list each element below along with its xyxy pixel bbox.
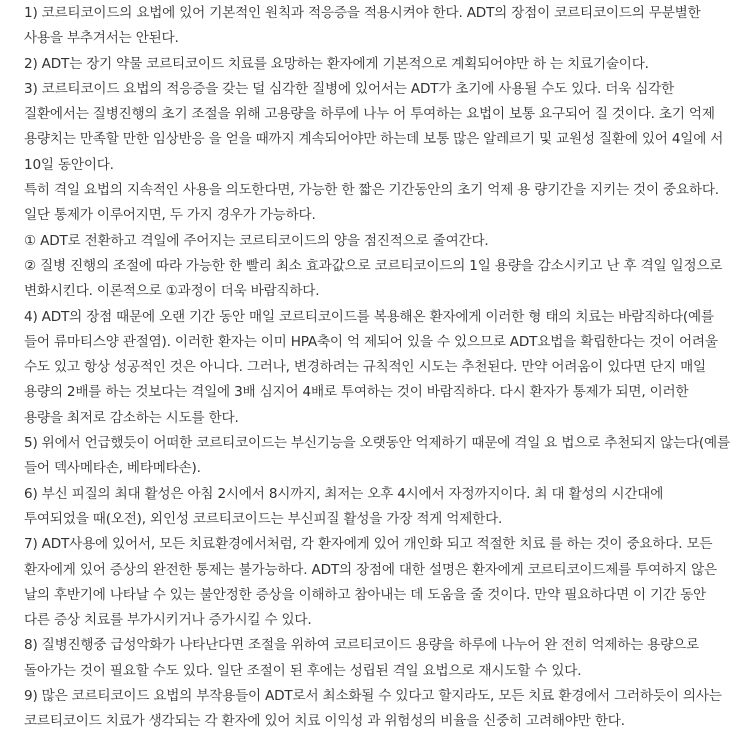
- paragraph-5: 5) 위에서 언급했듯이 어떠한 코르티코이드는 부신기능을 오랫동안 억제하기 때문에 격일 요 법으로 추천되지 않는다(예를 들어 덱사메타손, 베타메타손).: [24, 435, 730, 477]
- paragraph-6: 6) 부신 피질의 최대 활성은 아침 2시에서 8시까지, 최저는 오후 4시에서 자정까지이다. 최 대 활성의 시간대에 투여되었을 때(오전), 외인성 코르티코이드는 부신피질 활성을 가장 적게 억제한다.: [24, 485, 664, 527]
- paragraph-9: 9) 많은 코르티코이드 요법의 부작용들이 ADT로서 최소화될 수 있다고 할지라도, 모든 치료 환경에서 그러하듯이 의사는 코르티코이드 치료가 생각되는 각 환자에 있어 치료 이익성 과 위험성의 비율을 신중히 고려해야만 한다.: [24, 688, 722, 730]
- paragraph-4: 4) ADT의 장점 때문에 오랜 기간 동안 매일 코르티코이드를 복용해온 환자에게 이러한 형 태의 치료는 바람직하다(예를 들어 류마티스양 관절염). 이러한 환자는 이미 HPA축이 억 제되어 있을 수 있으므로 ADT요법을 확립한다는 것이 어려울 수도 있고 항상 성공적인 것은 아니다. 그러나, 변경하려는 규칙적인 시도는 추천된다. 만약 어려움이 있다면 단지 매일 용량의 2배를 하는 것보다는 격일에 3배 심지어 4배로 투여하는 것이 바람직하다. 다시 환자가 통제가 되면, 이러한 용량을 최저로 감소하는 시도를 한다.: [24, 308, 718, 426]
- paragraph-1: 1) 코르티코이드의 요법에 있어 기본적인 원칙과 적응증을 적용시켜야 한다. ADT의 장점이 코르티코이드의 무분별한 사용을 부추겨서는 안된다.: [24, 5, 701, 47]
- paragraph-3-continued: 특히 격일 요법의 지속적인 사용을 의도한다면, 가능한 한 짧은 기간동안의 초기 억제 용 량기간을 지키는 것이 중요하다. 일단 통제가 이루어지면, 두 가지 경우가 가능하다.: [24, 182, 719, 224]
- paragraph-option-2: ② 질병 진행의 조절에 따라 가능한 한 빨리 최소 효과값으로 코르티코이드의 1일 용량을 감소시키고 난 후 격일 일정으로 변화시킨다. 이론적으로 ①과정이 더욱 바람직하다.: [24, 257, 723, 300]
- paragraph-8: 8) 질병진행중 급성악화가 나타난다면 조절을 위하여 코르티코이드 용량을 하루에 나누어 완 전히 억제하는 용량으로 돌아가는 것이 필요할 수도 있다. 일단 조절이 된 후에는 성립된 격일 요법으로 재시도할 수 있다.: [24, 637, 699, 679]
- paragraph-2: 2) ADT는 장기 약물 코르티코이드 치료를 요망하는 환자에게 기본적으로 계획되어야만 하 는 치료기술이다.: [24, 55, 649, 72]
- paragraph-option-1: ① ADT로 전환하고 격일에 주어지는 코르티코이드의 양을 점진적으로 줄여간다.: [24, 232, 489, 249]
- paragraph-3: 3) 코르티코이드 요법의 적응증을 갖는 덜 심각한 질병에 있어서는 ADT가 초기에 사용될 수도 있다. 더욱 심각한 질환에서는 질병진행의 초기 조절을 위해 고용량을 하루에 나누 어 투여하는 요법이 보통 요구되어 질 것이다. 초기 억제 용량치는 만족할 만한 임상반응 을 얻을 때까지 계속되어야만 하는데 보통 많은 알레르기 및 교원성 질환에 있어 4일에 서 10일 동안이다.: [24, 80, 724, 173]
- paragraph-7: 7) ADT사용에 있어서, 모든 치료환경에서처럼, 각 환자에게 있어 개인화 되고 적절한 치료 를 하는 것이 중요하다. 모든 환자에게 있어 증상의 완전한 통제는 불가능하다. ADT의 장점에 대한 설명은 환자에게 코르티코이드제를 투여하지 않은 날의 후반기에 나타날 수 있는 불안정한 증상을 이해하고 참아내는 데 도움을 줄 것이다. 만약 필요하다면 이 기간 동안 다른 증상 치료를 부가시키거나 증가시킬 수 있다.: [24, 536, 717, 629]
